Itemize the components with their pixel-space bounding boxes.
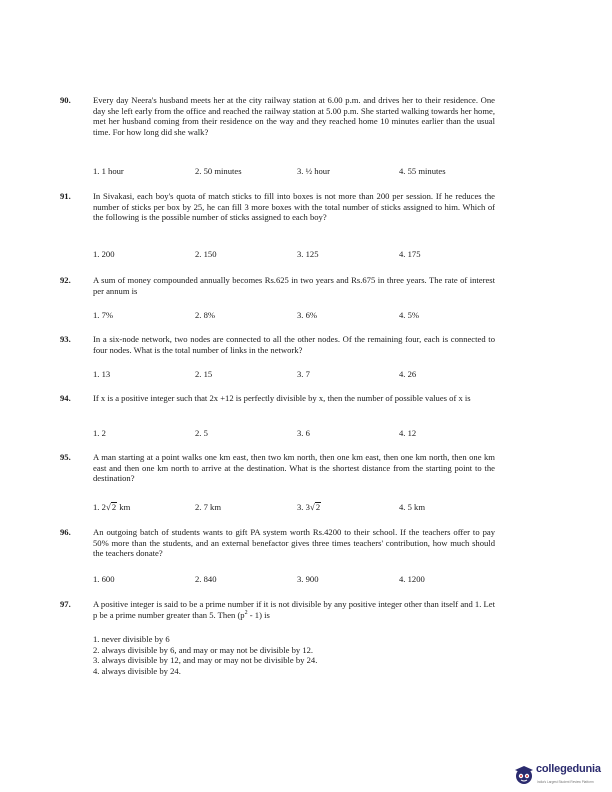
option-2: 2. always divisible by 6, and may or may not be divisible by 12. — [93, 644, 314, 655]
option-3-prefix: 3. 3 — [297, 502, 310, 512]
option-2: 2. 50 minutes — [195, 166, 242, 176]
collegedunia-logo — [513, 762, 605, 788]
option-2: 2. 15 — [195, 369, 213, 379]
options-row — [93, 166, 495, 178]
option-4: 4. 5 km — [399, 502, 426, 512]
question-number: 93. — [60, 334, 71, 344]
options-row — [93, 249, 495, 261]
superscript: 2 — [244, 609, 248, 616]
option-4: 4. 175 — [399, 249, 421, 259]
question-number: 96. — [60, 527, 71, 537]
option-2: 2. 150 — [195, 249, 217, 259]
option-3: 3. 125 — [297, 249, 319, 259]
brand-tagline: India's Largest Student Review Platform — [537, 780, 594, 784]
question-text-end: - 1) is — [247, 609, 270, 620]
option-2: 2. 5 — [195, 428, 208, 438]
option-1: 1. never divisible by 6 — [93, 634, 170, 644]
question-number: 94. — [60, 393, 71, 403]
option-1: 1. 200 — [93, 249, 115, 259]
question-text: A sum of money compounded annually becomes Rs.625 in two years and Rs.675 in three years. The rate of interest per annum is — [93, 275, 495, 296]
option-1: 1. 2 — [93, 428, 106, 438]
brand-name: collegedunia — [536, 763, 601, 775]
options-row — [93, 428, 495, 440]
option-2: 2. 840 — [195, 574, 217, 584]
question-number: 91. — [60, 191, 71, 201]
radical-sign: √ — [105, 502, 111, 512]
options-row — [93, 310, 495, 322]
question-number: 92. — [60, 275, 71, 285]
option-3: 3. ½ hour — [297, 166, 330, 176]
option-4: 4. 55 minutes — [399, 166, 446, 176]
question-text: Every day Neera's husband meets her at the city railway station at 6.00 p.m. and drives her to their residence. One day she left early from the office and reached the railway station at 5.00 p.m. She started walking towards her home, met her husband coming from their residence on the way and they reached home 10 minutes earlier than the usual time. For how long did she walk? — [93, 95, 495, 137]
option-1-prefix: 1. 2 — [93, 502, 106, 512]
option-1: 1. 600 — [93, 574, 115, 584]
question-number: 97. — [60, 599, 71, 609]
option-4: 4. 1200 — [399, 574, 425, 584]
radicand: 2 — [315, 502, 321, 512]
option-3: 3. 900 — [297, 574, 319, 584]
options-row — [93, 369, 495, 381]
question-text-main: A positive integer is said to be a prime number if it is not divisible by any positive integer other than itself and 1. Let p be a prime number greater than 5. Then (p — [93, 599, 495, 620]
option-1 — [93, 502, 130, 513]
option-2: 2. 8% — [195, 310, 216, 320]
option-3: 3. 6% — [297, 310, 318, 320]
option-3: 3. 7 — [297, 369, 310, 379]
question-text — [93, 599, 495, 620]
options-row — [93, 574, 495, 586]
options-list — [93, 634, 495, 676]
option-2: 2. 7 km — [195, 502, 222, 512]
radical-sign: √ — [309, 502, 315, 512]
option-4: 4. 5% — [399, 310, 420, 320]
question-text: In Sivakasi, each boy's quota of match sticks to fill into boxes is not more than 200 per session. If he reduces the number of sticks per box by 25, he can fill 3 more boxes with the total number of sticks assigned to him. Which of the following is the possible number of sticks assigned to each boy? — [93, 191, 495, 223]
option-3: 3. always divisible by 12, and may or may not be divisible by 24. — [93, 655, 318, 666]
option-1-suffix: km — [117, 502, 131, 512]
graduate-cap-icon — [513, 763, 535, 785]
option-4: 4. 26 — [399, 369, 417, 379]
option-1: 1. 1 hour — [93, 166, 124, 176]
question-number: 95. — [60, 452, 71, 462]
option-3: 3. 6 — [297, 428, 310, 438]
option-4: 4. 12 — [399, 428, 417, 438]
question-text: If x is a positive integer such that 2x +12 is perfectly divisible by x, then the number of possible values of x is — [93, 393, 471, 403]
option-3 — [297, 502, 321, 513]
radicand: 2 — [111, 502, 117, 512]
question-text: An outgoing batch of students wants to gift PA system worth Rs.4200 to their school. If the teachers offer to pay 50% more than the students, and an external benefactor gives three times teachers' contribution, how much should the teachers donate? — [93, 527, 495, 559]
options-row — [93, 502, 495, 514]
option-1: 1. 7% — [93, 310, 114, 320]
option-4: 4. always divisible by 24. — [93, 665, 181, 676]
option-1: 1. 13 — [93, 369, 111, 379]
question-number: 90. — [60, 95, 71, 105]
question-text: A man starting at a point walks one km east, then two km north, then one km east, then one km north, then one km east and then one km north to arrive at the destination. What is the shortest distance from the starting point to the destination? — [93, 452, 495, 484]
question-text: In a six-node network, two nodes are connected to all the other nodes. Of the remaining four, each is connected to four nodes. What is the total number of links in the network? — [93, 334, 495, 355]
